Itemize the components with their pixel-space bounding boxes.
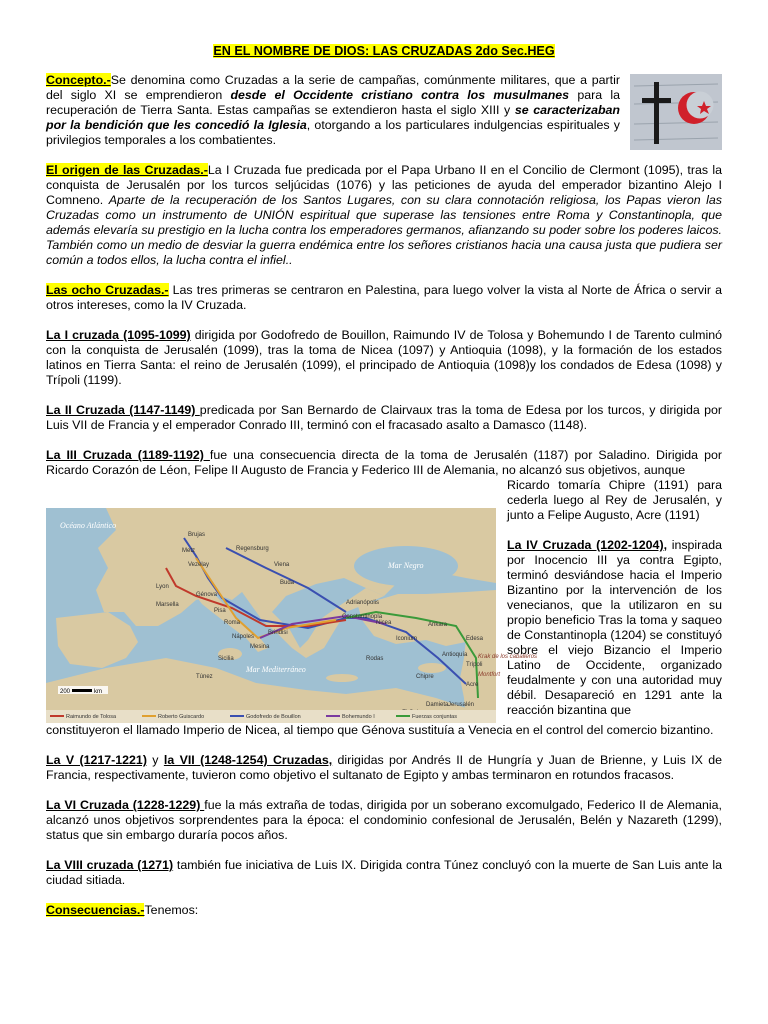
cruzada-6-label: La VI Cruzada (1228-1229) bbox=[46, 798, 205, 812]
origen-paragraph: El origen de las Cruzadas.-La I Cruzada fue predicada por el Papa Urbano II en el Concilio de Clermont (1095), tras la conquista de Jerusalén por los turcos seljúcidas (1076) y las peticiones de ayuda del emperador bizantino Alejo I Comneno. Aparte de la recuperación de los Santos Lugares, con su clara connotación religiosa, los Papas vieron las Cruzadas como un instrumento de UNIÓN espiritual que superase las tensiones entre Roma y Constantinopla, que además elevaría su prestigio en la lucha contra los emperadores germanos, afianzando su poder sobre los poderes laicos. También como un medio de desviar la guerra endémica entre los señores cristianos hacia una causa justa que pudiera ser común a todos ellos, la lucha contra el infiel.. bbox=[46, 163, 722, 267]
svg-text:Marsella: Marsella bbox=[156, 602, 179, 608]
svg-text:Chipre: Chipre bbox=[416, 674, 434, 680]
svg-text:Vezelay: Vezelay bbox=[188, 562, 210, 568]
map-mediterranean-label: Mar Mediterráneo bbox=[246, 665, 306, 674]
cruzada-6-paragraph: La VI Cruzada (1228-1229) fue la más extraña de todas, dirigida por un soberano excomulgado, Federico II de Alemania, alcanzó unos objetivos sorprendentes para la época: el condominio confesional de Jerusalén, Belén y Nazareth (1299), status que sin embargo duraría pocos años. bbox=[46, 798, 722, 842]
cruzada-5-label: La V (1217-1221) bbox=[46, 753, 147, 767]
consecuencias-label: Consecuencias.- bbox=[46, 903, 145, 917]
cruzada-7-label: la VII (1248-1254) Cruzadas, bbox=[163, 753, 333, 767]
cruzada-2-paragraph: La II Cruzada (1147-1149) predicada por San Bernardo de Clairvaux tras la toma de Edesa por los turcos, y dirigida por Luis VII de Francia y el emperador Conrado III, terminó con el fracasado asalto a Damasco (1148). bbox=[46, 403, 722, 432]
legend-item: Roberto Guiscardo bbox=[158, 714, 205, 720]
svg-text:Nápoles: Nápoles bbox=[232, 634, 255, 640]
map-ocean-label: Océano Atlántico bbox=[60, 521, 117, 530]
svg-text:Damieta: Damieta bbox=[426, 702, 449, 708]
origen-label: El origen de las Cruzadas.- bbox=[46, 163, 208, 177]
svg-text:Constantinopla: Constantinopla bbox=[342, 614, 383, 620]
svg-text:Krak de los caballeros: Krak de los caballeros bbox=[478, 654, 538, 660]
svg-text:Brujas: Brujas bbox=[188, 532, 206, 538]
legend-item: Bohemundo I bbox=[342, 714, 375, 720]
svg-text:Trípoli: Trípoli bbox=[466, 662, 483, 668]
cruzada-3-label: La III Cruzada (1189-1192) bbox=[46, 448, 210, 462]
svg-text:Iconium: Iconium bbox=[396, 636, 418, 642]
svg-text:Roma: Roma bbox=[224, 620, 241, 626]
legend-item: Fuerzas conjuntas bbox=[412, 714, 457, 720]
cruzada-1-label: La I cruzada (1095-1099) bbox=[46, 328, 191, 342]
cruzada-8-label: La VIII cruzada (1271) bbox=[46, 858, 174, 872]
svg-text:Lyon: Lyon bbox=[156, 584, 169, 590]
cruzada-4-label: La IV Cruzada (1202-1204), bbox=[507, 538, 668, 552]
concepto-paragraph: Concepto.-Se denomina como Cruzadas a la serie de campañas, comúnmente militares, que a partir del siglo XI se emprendieron desde el Occidente cristiano contra los musulmanes para la recuperación de Tierra Santa. Estas campañas se extendieron hasta el siglo XIII y se caracterizaban por la bendición que les concedió la Iglesia, otorgando a los particulares indulgencias espirituales y privilegios temporales a los combatientes. bbox=[46, 73, 621, 147]
ocho-cruzadas-paragraph: Las ocho Cruzadas.- Las tres primeras se centraron en Palestina, para luego volver la vista al Norte de África o servir a otros intereses, como la IV Cruzada. bbox=[46, 283, 722, 312]
svg-text:Viena: Viena bbox=[274, 562, 290, 568]
svg-text:Metz: Metz bbox=[182, 548, 196, 554]
map-scale-unit: km bbox=[94, 689, 102, 695]
cruzada-1-paragraph: La I cruzada (1095-1099) dirigida por Godofredo de Bouillon, Raimundo IV de Tolosa y Bohemundo I de Tarento culminó con la conquista de Jerusalén (1099), tras la toma de Nicea (1097) y Antioquia (1098), y la formación de los estados latinos en Tierra Santa: el reino de Jerusalén (1099), el principado de Antioquia (1098)y los condados de Edesa (1098) y Trípoli (1199). bbox=[46, 328, 722, 387]
page-title: EN EL NOMBRE DE DIOS: LAS CRUZADAS 2do Sec.HEG bbox=[213, 44, 555, 58]
cruzada-4-continued: constituyeron el llamado Imperio de Nicea, al tiempo que Génova sustituía a Venecia en el control del comercio bizantino. bbox=[46, 723, 714, 737]
cross-crescent-emblem-image bbox=[630, 74, 722, 150]
cruzada-3-continued: Ricardo tomaría Chipre (1191) para cederla luego al Rey de Jerusalén, y junto a Felipe Augusto, Acre (1191) bbox=[507, 478, 722, 522]
svg-text:Brindisi: Brindisi bbox=[268, 630, 288, 636]
svg-text:Rodas: Rodas bbox=[366, 656, 384, 662]
cruzada-4-paragraph: La IV Cruzada (1202-1204), inspirada por Inocencio III ya contra Egipto, terminó desviándose hacia el Imperio Bizantino por la intervención de los venecianos, que la utilizaron en su propio beneficio Tras la toma y saqueo de Constantinopla (1204) se constituyó sobre el viejo Bizancio el Imperio Latino de Occidente, organizado feudalmente y con una autoridad muy débil. Desapareció en 1291 ante la reacción bizantina que bbox=[507, 538, 722, 717]
svg-text:Pisa: Pisa bbox=[214, 608, 226, 614]
svg-text:Mesina: Mesina bbox=[250, 644, 270, 650]
map-scale: 200 bbox=[60, 689, 71, 695]
svg-text:Túnez: Túnez bbox=[196, 674, 213, 680]
map-side-text bbox=[507, 478, 722, 718]
concepto-label: Concepto.- bbox=[46, 73, 111, 87]
svg-text:Adrianópolis: Adrianópolis bbox=[346, 600, 380, 606]
svg-text:Montfort: Montfort bbox=[478, 672, 501, 678]
crusades-routes-map-image bbox=[46, 508, 538, 723]
cruzada-5-7-paragraph: La V (1217-1221) y la VII (1248-1254) Cruzadas, dirigidas por Andrés II de Hungría y Juan de Brienne, y Luis IX de Francia, respectivamente, tuvieron como objetivo el sultanato de Egipto y ambas terminaron en rotundos fracasos. bbox=[46, 753, 722, 782]
svg-text:Buda: Buda bbox=[280, 580, 295, 586]
cruzada-8-paragraph: La VIII cruzada (1271) también fue iniciativa de Luis IX. Dirigida contra Túnez concluyó con la muerte de San Luis ante la ciudad sitiada. bbox=[46, 858, 722, 887]
concepto-section bbox=[46, 73, 722, 148]
cruzada-3-paragraph: La III Cruzada (1189-1192) fue una consecuencia directa de la toma de Jerusalén (1187) por Saladino. Dirigida por Ricardo Corazón de Léon, Felipe II Augusto de Francia y Federico III de Alemania, no alcanzó sus objetivos, aunque bbox=[46, 448, 722, 477]
svg-text:Antioquía: Antioquía bbox=[442, 652, 468, 658]
map-and-side-text bbox=[46, 478, 722, 723]
document-page bbox=[46, 44, 722, 933]
svg-text:Edesa: Edesa bbox=[466, 636, 484, 642]
svg-text:Génova: Génova bbox=[196, 592, 218, 598]
svg-text:Sicilia: Sicilia bbox=[218, 656, 234, 662]
consecuencias-paragraph: Consecuencias.-Tenemos: bbox=[46, 903, 199, 917]
svg-text:Regensburg: Regensburg bbox=[236, 546, 269, 552]
svg-text:Acre: Acre bbox=[466, 682, 479, 688]
map-black-sea-label: Mar Negro bbox=[388, 561, 424, 570]
svg-text:Nicea: Nicea bbox=[376, 620, 392, 626]
svg-text:Ankara: Ankara bbox=[428, 622, 448, 628]
ocho-cruzadas-label: Las ocho Cruzadas.- bbox=[46, 283, 169, 297]
legend-item: Raimundo de Tolosa bbox=[66, 714, 117, 720]
legend-item: Godofredo de Bouillon bbox=[246, 714, 301, 720]
svg-text:Jerusalén: Jerusalén bbox=[448, 702, 475, 708]
cruzada-2-label: La II Cruzada (1147-1149) bbox=[46, 403, 200, 417]
